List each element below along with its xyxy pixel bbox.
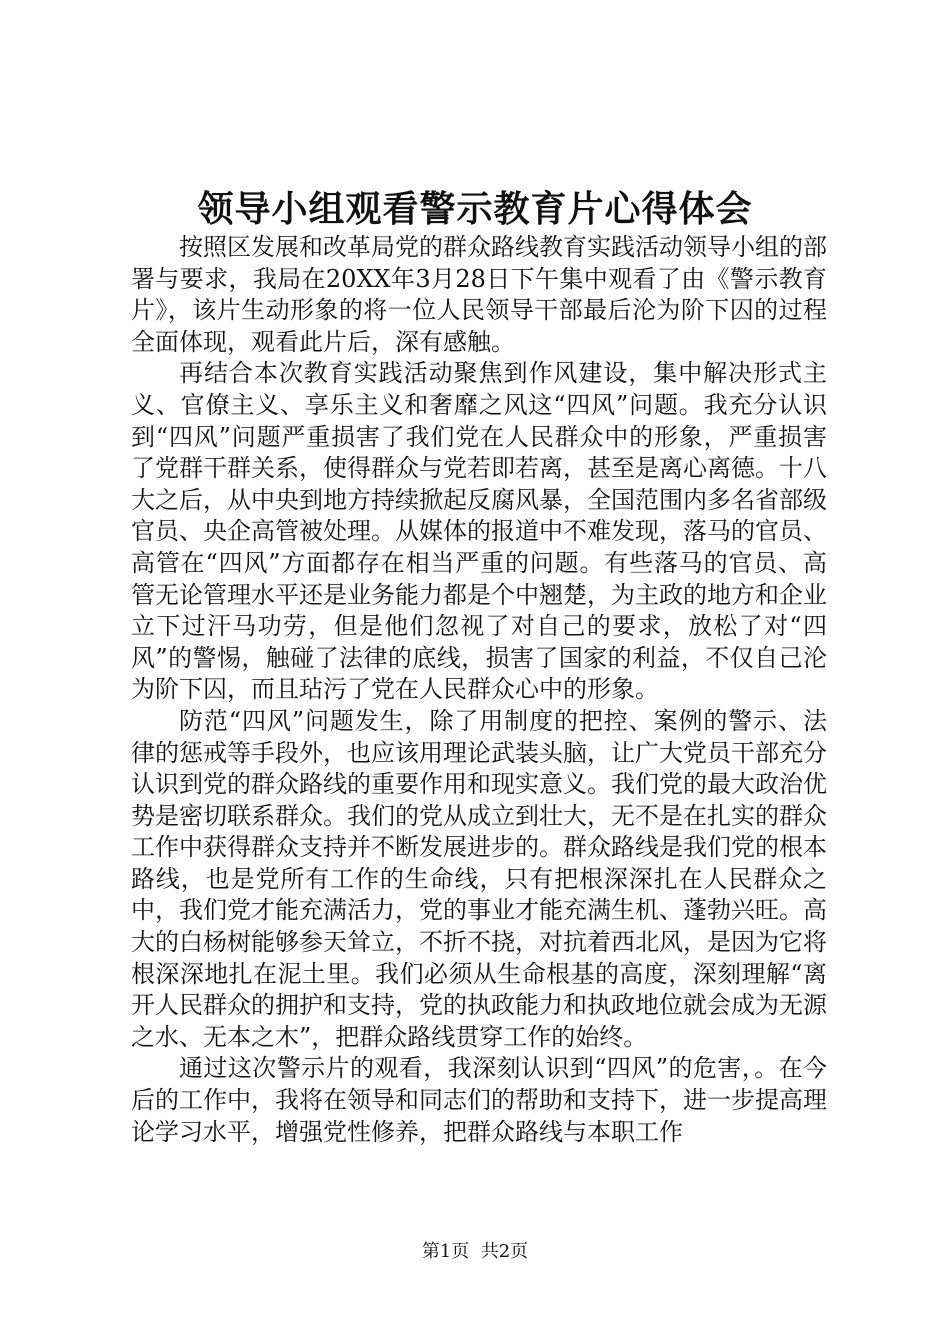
page-footer (0, 1240, 950, 1264)
paragraph-4: 通过这次警示片的观看，我深刻认识到“四风”的危害，。在今后的工作中，我将在领导和同志们的帮助和支持下，进一步提高理论学习水平，增强党性修养，把群众路线与本职工作 (131, 1054, 827, 1146)
page-number: 第1页 共2页 (421, 1241, 529, 1262)
document-body (131, 232, 827, 1148)
paragraph-3: 防范“四风”问题发生，除了用制度的把控、案例的警示、法律的惩戒等手段外，也应该用理论武装头脑，让广大党员干部充分认识到党的群众路线的重要作用和现实意义。我们党的最大政治优势是密切联系群众。我们的党从成立到壮大，无不是在扎实的群众工作中获得群众支持并不断发展进步的。群众路线是我们党的根本路线，也是党所有工作的生命线，只有把根深深扎在人民群众之中，我们党才能充满活力，党的事业才能充满生机、蓬勃兴旺。高大的白杨树能够参天耸立，不折不挠，对抗着西北风，是因为它将根深深地扎在泥土里。我们必须从生命根基的高度，深刻理解“离开人民群众的拥护和支持，党的执政能力和执政地位就会成为无源之水、无本之木”，把群众路线贯穿工作的始终。 (131, 706, 827, 1051)
paragraph-1: 按照区发展和改革局党的群众路线教育实践活动领导小组的部署与要求，我局在20XX年3月28日下午集中观看了由《警示教育片》，该片生动形象的将一位人民领导干部最后沦为阶下囚的过程全面体现，观看此片后，深有感触。 (131, 233, 827, 356)
document-title: 领导小组观看警示教育片心得体会 (197, 188, 753, 230)
paragraph-2: 再结合本次教育实践活动聚焦到作风建设，集中解决形式主义、官僚主义、享乐主义和奢靡之风这“四风”问题。我充分认识到“四风”问题严重损害了我们党在人民群众中的形象，严重损害了党群干群关系，使得群众与党若即若离，甚至是离心离德。十八大之后，从中央到地方持续掀起反腐风暴，全国范围内多名省部级官员、央企高管被处理。从媒体的报道中不难发现，落马的官员、高管在“四风”方面都存在相当严重的问题。有些落马的官员、高管无论管理水平还是业务能力都是个中翘楚，为主政的地方和企业立下过汗马功劳，但是他们忽视了对自己的要求，放松了对“四风”的警惕，触碰了法律的底线，损害了国家的利益，不仅自己沦为阶下囚，而且玷污了党在人民群众心中的形象。 (131, 359, 827, 704)
